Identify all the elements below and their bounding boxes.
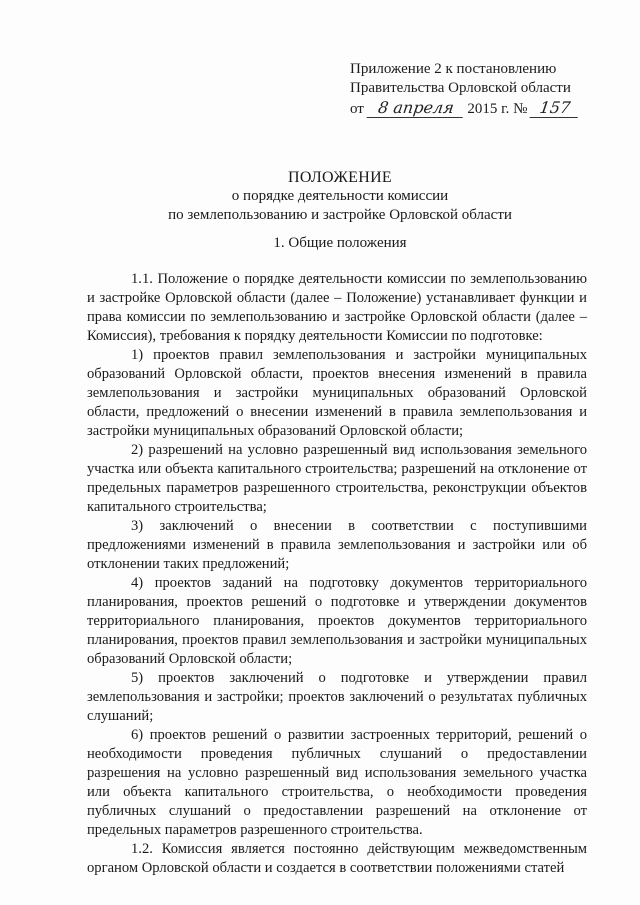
paragraph-1-2: 1.2. Комиссия является постоянно действующим межведомственным органом Орловской области и создается в соответствии положениями статей bbox=[87, 841, 587, 876]
title-main: ПОЛОЖЕНИЕ bbox=[287, 169, 392, 186]
paragraph-item-5: 5) проектов заключений о подготовке и утверждении правил землепользования и застройки; проектов заключений о результатах публичных слушаний; bbox=[87, 670, 587, 724]
title-sub-2: по землепользованию и застройке Орловской области bbox=[168, 207, 512, 223]
annex-header bbox=[350, 60, 600, 119]
title-sub-1: о порядке деятельности комиссии bbox=[231, 188, 449, 204]
annex-year-text: 2015 г. № bbox=[467, 101, 528, 117]
paragraph-item-2: 2) разрешений на условно разрешенный вид использования земельного участка или объекта капитального строительства; разрешений на отклонение от предельных параметров разрешенного строительства, реконструкции объектов капитального строительства; bbox=[87, 442, 587, 515]
paragraph-item-1: 1) проектов правил землепользования и застройки муниципальных образований Орловской области, проектов внесения изменений в правила землепользования и застройки муниципальных образований Орловской области, предложений о внесении изменений в правила землепользования и застройки муниципальных образований Орловской области; bbox=[87, 347, 587, 439]
paragraph-item-3: 3) заключений о внесении в соответствии с поступившими предложениями изменений в правила землепользования и застройки или об отклонении таких предложений; bbox=[87, 518, 587, 572]
handwritten-number: 157 bbox=[530, 98, 581, 118]
annex-from-label: от bbox=[350, 101, 364, 117]
paragraph-item-4: 4) проектов заданий на подготовку документов территориального планирования, проектов решений о подготовке и утверждении документов территориального планирования, проектов документов территориального планирования, проектов правил землепользования и застройки муниципальных образований Орловской области; bbox=[87, 575, 587, 667]
annex-line-2: Правительства Орловской области bbox=[350, 80, 571, 96]
paragraph-1-1: 1.1. Положение о порядке деятельности комиссии по землепользованию и застройке Орловской области (далее – Положение) устанавливает функции и права комиссии по землепользованию и застройке Орловской области (далее – Комиссия), требования к порядку деятельности Комиссии по подготовке: bbox=[87, 271, 587, 344]
handwritten-date: 8 апреля bbox=[366, 98, 465, 118]
section-heading: 1. Общие положения bbox=[273, 235, 407, 251]
document-title bbox=[60, 168, 620, 225]
document-body bbox=[87, 270, 587, 878]
paragraph-item-6: 6) проектов решений о развитии застроенных территорий, решений о необходимости проведения публичных слушаний о предоставлении разрешения на условно разрешенный вид использования земельного участка или объекта капитального строительства, о необходимости проведения публичных слушаний о предоставлении разрешений на отклонение от предельных параметров разрешенного строительства. bbox=[87, 727, 587, 838]
annex-line-1: Приложение 2 к постановлению bbox=[350, 61, 557, 77]
annex-line-3 bbox=[350, 98, 600, 119]
